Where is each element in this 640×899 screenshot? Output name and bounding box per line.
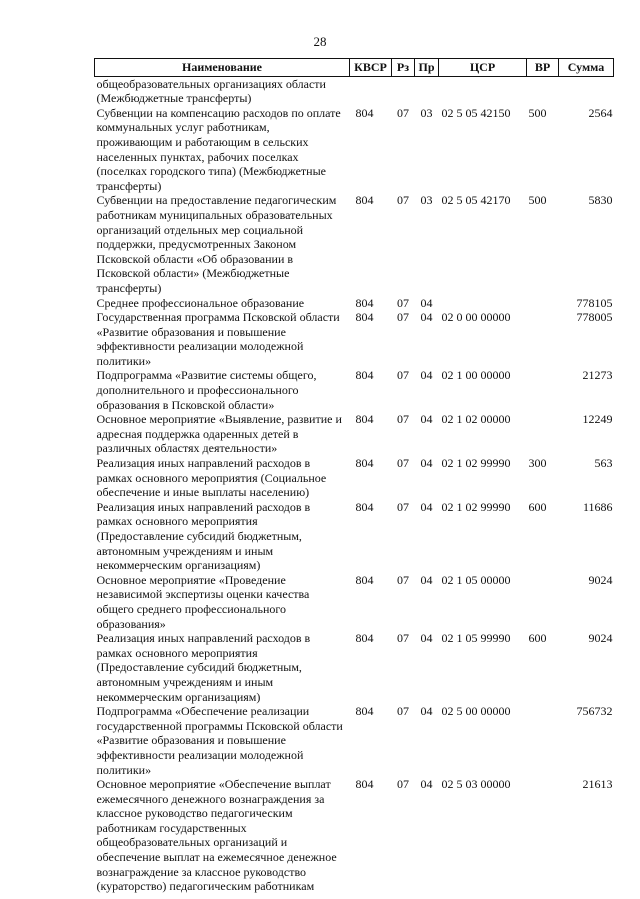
cell-csr: 02 1 05 00000 [441,572,511,587]
cell-vr: 600 [528,631,547,646]
cell-pr [415,76,439,106]
cell-rz [392,76,415,106]
cell-csr: 02 1 00 00000 [441,368,511,383]
cell-pr: 04 [420,456,433,471]
cell-pr: 04 [420,777,433,792]
cell-pr: 03 [420,193,433,208]
cell-pr: 04 [420,572,433,587]
cell-name: Субвенции на предоставление педагогическим работникам муниципальных образовательных организаций отдельных мер социальной поддержки, предусмотренных Законом Псковской области «Об образовании в Псковской области» (Межбюджетные трансферты) [96,193,337,295]
cell-csr [439,76,527,106]
cell-vr [527,704,559,777]
cell-kvsr: 804 [355,456,374,471]
table-row [95,193,614,295]
cell-name: Реализация иных направлений расходов в рамках основного мероприятия (Предоставление субсидий бюджетным, автономным учреждениям и иным некоммерческим организациям) [96,631,311,704]
cell-kvsr: 804 [355,368,374,383]
cell-sum: 21273 [582,368,613,383]
cell-name: Подпрограмма «Обеспечение реализации государственной программы Псковской области «Развитие образования и повышение эффективности реализации молодежной политики» [96,704,343,777]
cell-name: общеобразовательных организациях области (Межбюджетные трансферты) [96,76,326,106]
cell-csr: 02 5 05 42150 [441,105,511,120]
cell-rz: 07 [397,456,409,471]
cell-sum: 9024 [588,631,613,646]
cell-sum: 756732 [576,704,613,719]
cell-kvsr: 804 [355,777,374,792]
cell-csr: 02 5 05 42170 [441,193,511,208]
cell-vr [527,310,559,368]
header-sum: Сумма [559,59,614,77]
table-row [95,76,614,106]
cell-kvsr: 804 [355,631,374,646]
cell-csr: 02 0 00 00000 [441,310,511,325]
budget-table [94,58,614,894]
header-rz: Рз [392,59,415,77]
table-row [95,456,614,500]
cell-kvsr: 804 [355,499,374,514]
cell-csr: 02 1 02 99990 [441,499,511,514]
cell-pr: 04 [420,499,433,514]
cell-vr: 300 [528,456,547,471]
cell-kvsr: 804 [355,193,374,208]
cell-name: Основное мероприятие «Выявление, развитие и адресная поддержка одаренных детей в различных областях деятельности» [96,412,342,456]
cell-csr: 02 5 03 00000 [441,777,511,792]
cell-sum [559,76,614,106]
table-row [95,500,614,573]
cell-csr: 02 1 05 99990 [441,631,511,646]
cell-rz: 07 [397,631,409,646]
table-row [95,573,614,631]
cell-vr [527,296,559,311]
cell-vr: 500 [528,193,547,208]
cell-sum: 778005 [576,310,613,325]
cell-name: Субвенции на компенсацию расходов по оплате коммунальных услуг работникам, проживающим и работающим в сельских населенных пунктах, рабочих поселках (поселках городского типа) (Межбюджетные трансферты) [96,105,341,193]
table-row [95,704,614,777]
cell-name: Основное мероприятие «Проведение независимой экспертизы оценки качества общего среднего профессионального образования» [96,572,310,631]
cell-rz: 07 [397,499,409,514]
header-name: Наименование [95,59,350,77]
cell-kvsr: 804 [355,105,374,120]
cell-pr: 04 [420,412,433,427]
cell-name: Государственная программа Псковской области «Развитие образования и повышение эффективности реализации молодежной политики» [96,310,340,368]
table-row [95,631,614,704]
table-row [95,412,614,456]
cell-csr: 02 5 00 00000 [441,704,511,719]
cell-sum: 9024 [588,572,613,587]
header-pr: Пр [415,59,439,77]
cell-rz: 07 [397,193,409,208]
budget-table-container [94,58,613,894]
cell-rz: 07 [397,572,409,587]
cell-pr: 04 [420,631,433,646]
cell-name: Среднее профессиональное образование [96,295,305,310]
cell-rz: 07 [397,105,409,120]
cell-sum: 21613 [582,777,613,792]
cell-pr: 04 [420,368,433,383]
cell-vr [527,573,559,631]
cell-vr [527,76,559,106]
cell-rz: 07 [397,704,409,719]
cell-name: Основное мероприятие «Обеспечение выплат ежемесячного денежного вознаграждения за классное руководство педагогическим работникам государственных общеобразовательных организаций и обеспечение выплат на ежемесячное денежное вознаграждение за классное руководство (кураторство) педагогическим работникам [96,777,337,894]
table-row [95,106,614,194]
cell-vr: 600 [528,499,547,514]
cell-rz: 07 [397,412,409,427]
cell-sum: 11686 [582,499,613,514]
cell-kvsr: 804 [355,310,374,325]
cell-sum: 5830 [588,193,613,208]
table-row [95,777,614,894]
cell-kvsr: 804 [355,295,374,310]
cell-sum: 563 [594,456,613,471]
cell-kvsr: 804 [355,572,374,587]
table-row [95,296,614,311]
cell-rz: 07 [397,295,409,310]
header-csr: ЦСР [439,59,527,77]
cell-sum: 12249 [582,412,613,427]
cell-kvsr: 804 [355,704,374,719]
header-vr: ВР [527,59,559,77]
cell-kvsr [350,76,392,106]
table-body [95,76,614,894]
table-header [95,59,614,77]
cell-sum: 778105 [576,295,613,310]
cell-rz: 07 [397,310,409,325]
cell-csr [439,296,527,311]
cell-name: Реализация иных направлений расходов в рамках основного мероприятия (Социальное обеспечение и иные выплаты населению) [96,456,327,500]
cell-sum: 2564 [588,105,613,120]
cell-csr: 02 1 02 99990 [441,456,511,471]
cell-vr [527,368,559,412]
cell-pr: 04 [420,295,433,310]
cell-kvsr: 804 [355,412,374,427]
cell-vr [527,777,559,894]
cell-pr: 03 [420,105,433,120]
page-number: 28 [313,34,327,49]
cell-name: Подпрограмма «Развитие системы общего, дополнительного и профессионального образования в Псковской области» [96,368,317,412]
cell-rz: 07 [397,777,409,792]
table-row [95,368,614,412]
cell-name: Реализация иных направлений расходов в рамках основного мероприятия (Предоставление субсидий бюджетным, автономным учреждениям и иным некоммерческим организациям) [96,499,311,573]
cell-rz: 07 [397,368,409,383]
cell-vr [527,412,559,456]
cell-csr: 02 1 02 00000 [441,412,511,427]
table-row [95,310,614,368]
cell-pr: 04 [420,310,433,325]
cell-vr: 500 [528,105,547,120]
header-kvsr: КВСР [350,59,392,77]
cell-pr: 04 [420,704,433,719]
